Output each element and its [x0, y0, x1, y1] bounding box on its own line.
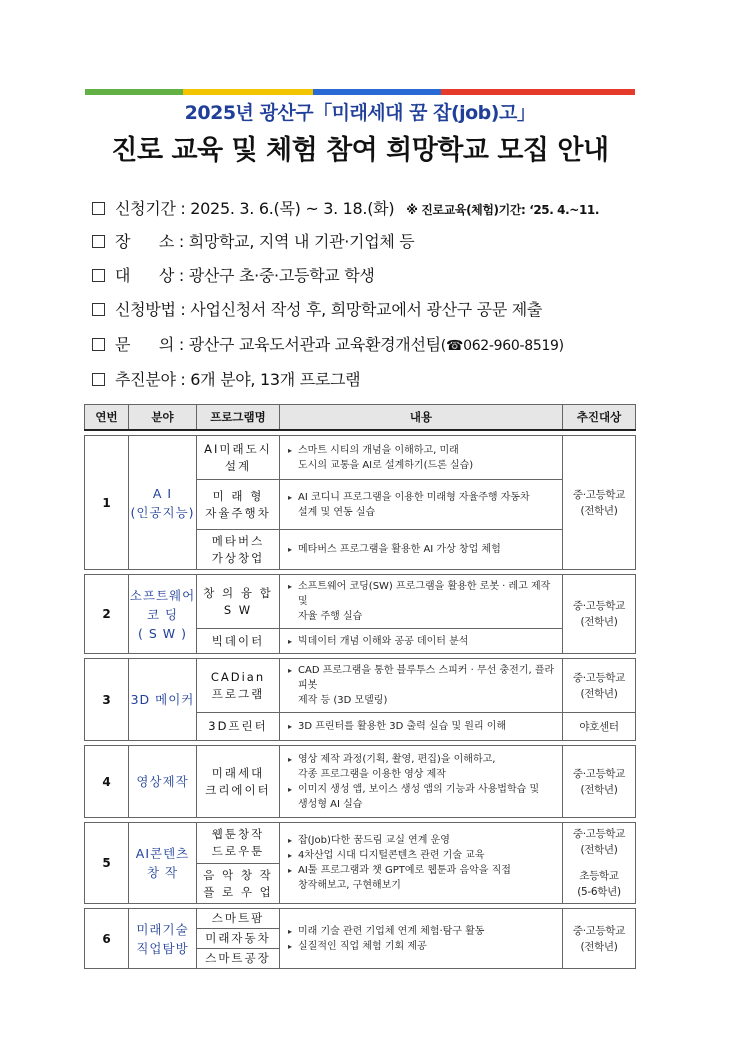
table-row — [85, 823, 636, 864]
program-content — [280, 823, 563, 904]
info-areas — [92, 367, 360, 390]
row-target: 중·고등학교 (전학년) — [563, 909, 636, 969]
program-content — [280, 746, 563, 818]
table-row — [85, 746, 636, 818]
color-bar-blue — [313, 89, 441, 95]
color-bar-green — [85, 89, 183, 95]
program-name: 미 래 형 자율주행차 — [197, 480, 280, 530]
row-no: 3 — [85, 659, 129, 741]
row-target: 중·고등학교 (전학년) — [563, 746, 636, 818]
checkbox-icon — [92, 269, 105, 282]
row-no: 2 — [85, 575, 129, 654]
checkbox-icon — [92, 303, 105, 316]
checkbox-icon — [92, 373, 105, 386]
program-name: 스마트팜 — [197, 909, 280, 929]
content-item: ▸ 잡(Job)다한 꿈드림 교실 연계 운영 — [288, 833, 558, 848]
info-label: 문 의 — [115, 335, 175, 354]
content-item: ▸ CAD 프로그램을 통한 블루투스 스피커 · 무선 충전기, 플라피봇 제작 등 (3D 모델링) — [288, 663, 558, 708]
program-content — [280, 909, 563, 969]
row-target — [563, 823, 636, 904]
table-row — [85, 436, 636, 480]
table-row — [85, 575, 636, 629]
target-secondary: 중·고등학교 (전학년) — [572, 828, 626, 856]
page-subtitle: 2025년 광산구「미래세대 꿈 잡(job)고」 — [184, 102, 536, 124]
row-field: 소프트웨어 코 딩 ( S W ) — [129, 575, 197, 654]
row-target: 중·고등학교 (전학년) — [563, 659, 636, 713]
program-name: 창 의 융 합 S W — [197, 575, 280, 629]
checkbox-icon — [92, 202, 105, 215]
color-bar-red — [441, 89, 635, 95]
info-label: 장 소 — [115, 232, 175, 251]
row-field: 영상제작 — [129, 746, 197, 818]
table-header-row — [85, 405, 636, 431]
header-target: 추진대상 — [563, 405, 636, 431]
content-item: ▸ AI툴 프로그램과 챗 GPT예로 웹툰과 음악을 직접 창작해보고, 구현해보기 — [288, 863, 558, 893]
page-title: 진로 교육 및 체험 참여 희망학교 모집 안내 — [111, 135, 609, 166]
info-value: : 6개 분야, 13개 프로그램 — [180, 370, 361, 389]
color-bar-yellow — [183, 89, 313, 95]
row-target-center: 야호센터 — [563, 713, 636, 741]
checkbox-icon — [92, 235, 105, 248]
program-table — [84, 404, 636, 969]
program-content — [280, 713, 563, 741]
program-name: 3D프린터 — [197, 713, 280, 741]
content-item: ▸ 메타버스 프로그램을 활용한 AI 가상 창업 체험 — [288, 542, 558, 557]
info-label: 대 상 — [115, 266, 175, 285]
info-label: 추진분야 — [115, 370, 176, 389]
info-note: ※ 진로교육(체험)기간: ‘25. 4.~11. — [406, 203, 600, 217]
program-name: 미래세대 크리에이터 — [197, 746, 280, 818]
program-name: 음 악 창 작 플 로 우 업 — [197, 864, 280, 904]
program-content — [280, 629, 563, 654]
program-content — [280, 659, 563, 713]
info-place — [92, 229, 414, 252]
target-elementary: 초등학교 (5-6학년) — [577, 870, 621, 898]
program-content — [280, 530, 563, 570]
header-field: 분야 — [129, 405, 197, 431]
content-item: ▸ AI 코디니 프로그램을 이용한 미래형 자율주행 자동차 설계 및 연동 실습 — [288, 490, 558, 520]
row-field: 3D 메이커 — [129, 659, 197, 741]
content-item: ▸ 4차산업 시대 디지털콘텐츠 관련 기술 교육 — [288, 848, 558, 863]
program-name: CADian 프로그램 — [197, 659, 280, 713]
checkbox-icon — [92, 338, 105, 351]
info-value: : 사업신청서 작성 후, 희망학교에서 광산구 공문 제출 — [180, 300, 543, 319]
row-no: 4 — [85, 746, 129, 818]
content-item: ▸ 미래 기술 관련 기업체 연계 체험·탐구 활동 — [288, 924, 558, 939]
program-content — [280, 575, 563, 629]
content-item: ▸ 이미지 생성 앱, 보이스 생성 앱의 기능과 사용법학습 및 생성형 AI 실습 — [288, 782, 558, 812]
content-item: ▸ 빅데이터 개념 이해와 공공 데이터 분석 — [288, 634, 558, 649]
content-item: ▸ 실질적인 직업 체험 기회 제공 — [288, 939, 558, 954]
info-label: 신청기간 — [115, 199, 176, 218]
info-phone: (☎062-960-8519) — [440, 338, 564, 354]
info-period — [92, 196, 599, 219]
row-no: 6 — [85, 909, 129, 969]
row-target: 중·고등학교 (전학년) — [563, 575, 636, 654]
table-row — [85, 659, 636, 713]
info-value: : 광산구 교육도서관과 교육환경개선팀 — [178, 335, 441, 354]
program-name: AI미래도시 설계 — [197, 436, 280, 480]
row-field: AI콘텐츠 창 작 — [129, 823, 197, 904]
row-field: A I (인공지능) — [129, 436, 197, 570]
content-item: ▸ 스마트 시티의 개념을 이해하고, 미래 도시의 교통을 AI로 설계하기(드론 실습) — [288, 443, 558, 473]
program-name: 미래자동차 — [197, 929, 280, 949]
info-value: : 광산구 초·중·고등학교 학생 — [178, 266, 375, 285]
info-target — [92, 263, 375, 286]
info-value: : 희망학교, 지역 내 기관·기업체 등 — [178, 232, 415, 251]
row-no: 1 — [85, 436, 129, 570]
header-content: 내용 — [280, 405, 563, 431]
header-no: 연번 — [85, 405, 129, 431]
program-name: 웹툰창작 드로우툰 — [197, 823, 280, 864]
row-field: 미래기술 직업탐방 — [129, 909, 197, 969]
info-method — [92, 297, 542, 320]
row-target: 중·고등학교 (전학년) — [563, 436, 636, 570]
row-no: 5 — [85, 823, 129, 904]
program-content — [280, 436, 563, 480]
program-name: 메타버스 가상창업 — [197, 530, 280, 570]
info-contact — [92, 332, 564, 355]
table-row — [85, 909, 636, 929]
content-item: ▸ 영상 제작 과정(기획, 촬영, 편집)을 이해하고, 각종 프로그램을 이용한 영상 제작 — [288, 752, 558, 782]
info-label: 신청방법 — [115, 300, 176, 319]
info-value: : 2025. 3. 6.(목) ~ 3. 18.(화) — [180, 199, 395, 218]
program-name: 빅데이터 — [197, 629, 280, 654]
content-item: ▸ 소프트웨어 코딩(SW) 프로그램을 활용한 로봇 · 레고 제작 및 자율 주행 실습 — [288, 579, 558, 624]
program-content — [280, 480, 563, 530]
program-name: 스마트공장 — [197, 949, 280, 969]
header-program: 프로그램명 — [197, 405, 280, 431]
content-item: ▸ 3D 프린터를 활용한 3D 출력 실습 및 원리 이해 — [288, 719, 558, 734]
